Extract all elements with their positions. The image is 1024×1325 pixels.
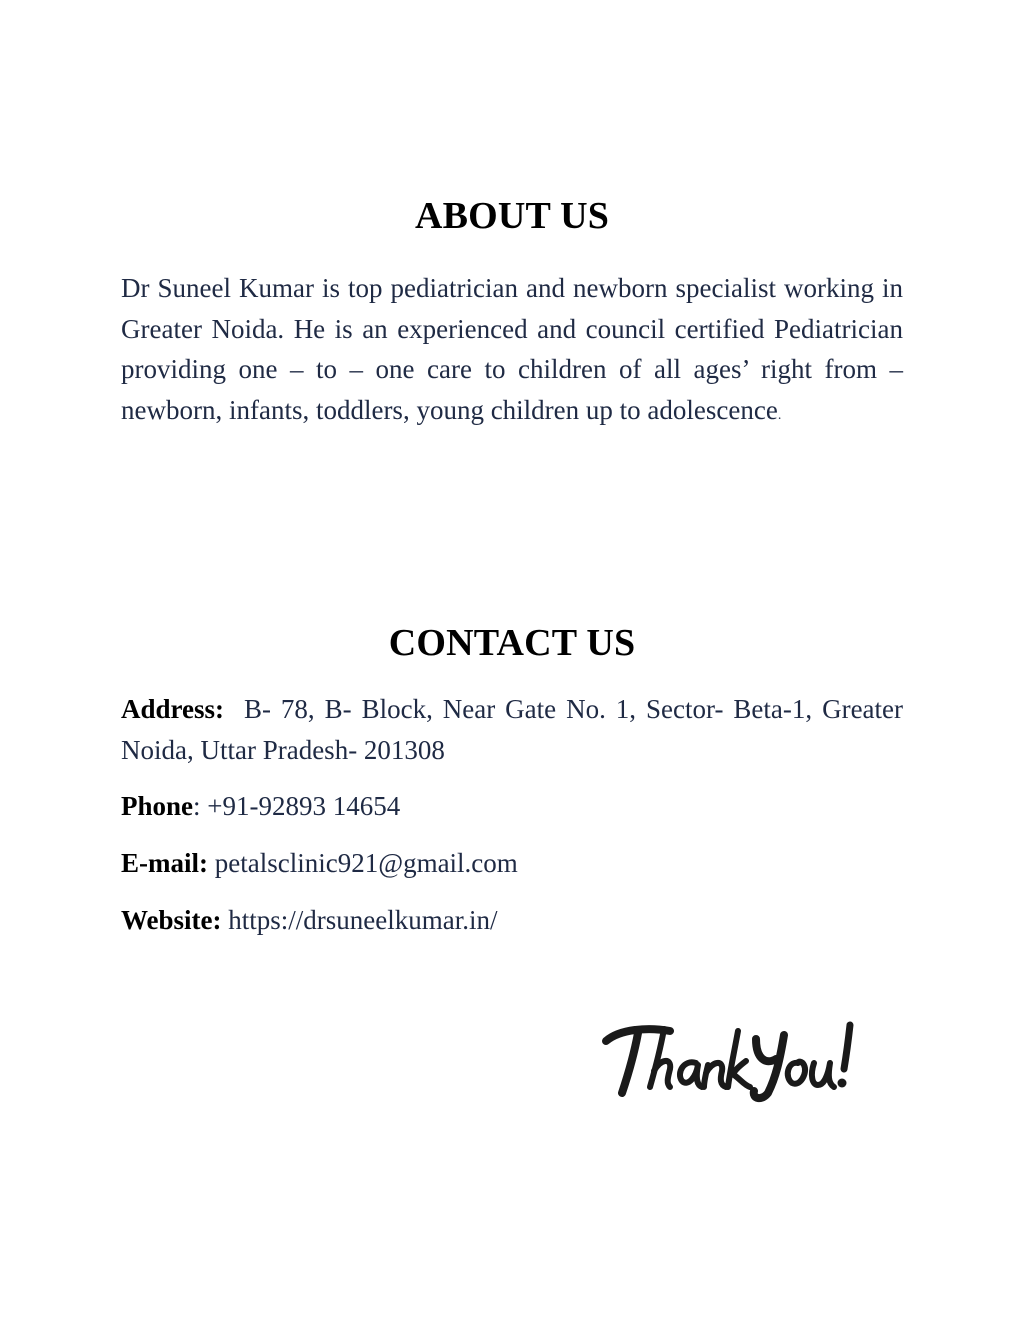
website-label: Website:: [121, 905, 222, 935]
email-line: [121, 843, 903, 883]
about-us-paragraph: [121, 268, 903, 436]
address-value: B- 78, B- Block, Near Gate No. 1, Sector- Beta-1, Greater Noida, Uttar Pradesh- 201308: [121, 694, 904, 765]
phone-value: : +91-92893 14654: [193, 791, 401, 821]
address-line: [121, 689, 903, 770]
phone-label: Phone: [121, 791, 194, 821]
website-value[interactable]: https://drsuneelkumar.in/: [228, 905, 498, 935]
address-label: Address:: [121, 694, 225, 724]
thank-you-lettering: [600, 1015, 862, 1105]
about-us-end-mark: .: [777, 407, 782, 423]
email-value[interactable]: petalsclinic921@gmail.com: [214, 848, 518, 878]
phone-line: [121, 786, 903, 826]
contact-us-heading: CONTACT US: [388, 622, 636, 664]
website-line: [121, 900, 903, 940]
email-label: E-mail:: [121, 848, 208, 878]
about-us-heading: ABOUT US: [414, 195, 610, 237]
about-us-text: Dr Suneel Kumar is top pediatrician and newborn specialist working in Greater Noida. He is an experienced and council certified Pediatrician providing one – to – one care to children of all ages’ right from – newborn, infants, toddlers, young children up to adolescence: [121, 273, 903, 425]
